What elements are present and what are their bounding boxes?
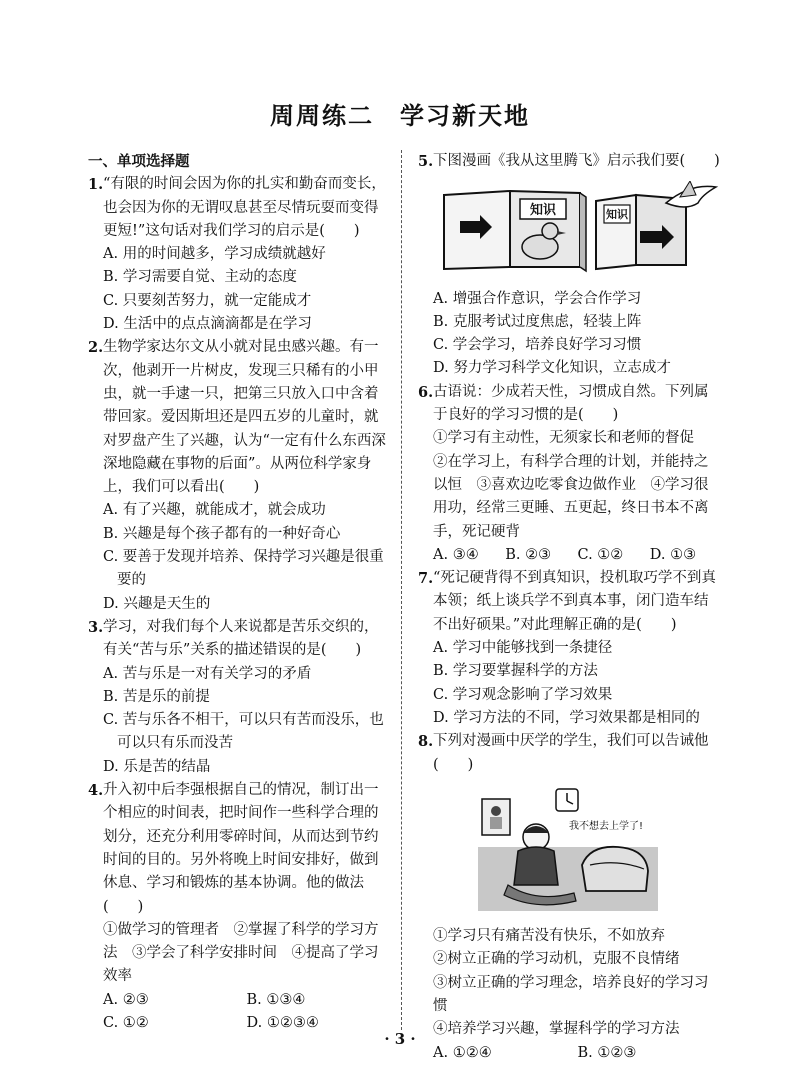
option-d[interactable]: D. 生活中的点点滴滴都是在学习 — [103, 316, 312, 333]
question-7 — [418, 567, 722, 637]
option-b[interactable]: B. 学习需要自觉、主动的态度 — [103, 269, 297, 286]
question-8 — [418, 730, 722, 777]
school-bag-icon — [582, 847, 648, 891]
right-column — [418, 150, 722, 1065]
question-number: 2. — [88, 339, 104, 357]
option-a[interactable]: A. ③④ — [433, 546, 479, 563]
question-number: 3. — [88, 618, 104, 636]
option-d[interactable]: D. ①③ — [649, 546, 697, 563]
option-c[interactable]: C. ①② — [103, 1014, 149, 1031]
question-number: 7. — [418, 570, 434, 588]
option-row — [88, 989, 390, 1012]
open-book-right-icon — [596, 195, 686, 269]
option-b[interactable]: B. 兴趣是每个孩子都有的一种好奇心 — [103, 525, 341, 542]
option-b[interactable]: B. ①③④ — [246, 991, 306, 1008]
question-number: 8. — [418, 733, 434, 751]
statement-list: ①学习有主动性，无须家长和老师的督促 ②在学习上，有科学合理的计划，并能持之以恒 ③喜欢边吃零食边做作业 ④学习很用功，经常三更睡、五更起，终日书本不离手，死记硬背 — [433, 430, 709, 540]
question-1 — [88, 173, 390, 243]
open-book-left-icon — [444, 191, 586, 271]
option-b[interactable]: B. 学习要掌握科学的方法 — [433, 663, 598, 680]
option-d[interactable]: D. 兴趣是天生的 — [103, 595, 211, 612]
column-divider — [401, 150, 402, 1030]
question-3 — [88, 616, 390, 663]
option-a[interactable]: A. 学习中能够找到一条捷径 — [433, 640, 613, 657]
left-column — [88, 150, 390, 1035]
question-2 — [88, 336, 390, 499]
option-b[interactable]: B. ②③ — [505, 546, 552, 563]
option-a[interactable]: A. 增强合作意识，学会合作学习 — [433, 290, 642, 307]
book-label: 知识 — [606, 208, 628, 222]
option-a[interactable]: A. ②③ — [103, 991, 149, 1008]
book-label: 知识 — [529, 203, 557, 219]
option-c[interactable]: C. 要善于发现并培养、保持学习兴趣是很重要的 — [103, 549, 384, 589]
option-c[interactable]: C. 学会学习，培养良好学习习惯 — [433, 337, 642, 354]
option-a[interactable]: A. 有了兴趣，就能成才，就会成功 — [103, 502, 326, 519]
comic-reluctant-student — [478, 785, 722, 919]
question-4 — [88, 779, 390, 919]
option-c[interactable]: C. ①② — [577, 546, 624, 563]
question-number: 6. — [418, 383, 434, 401]
statement-1: ①学习只有痛苦没有快乐，不如放弃 — [433, 928, 665, 945]
question-stem: 升入初中后李强根据自己的情况，制订出一个相应的时间表，把时间作一些科学合理的划分，还充分利用零碎时间，从而达到节约时间的目的。另外将晚上时间安排好，做到休息、学习和锻炼的基本协调。他的做法( ) — [103, 782, 379, 915]
option-a[interactable]: A. 用的时间越多，学习成绩就越好 — [103, 246, 326, 263]
clock-icon — [556, 789, 578, 811]
question-6 — [418, 381, 722, 428]
question-number: 1. — [88, 176, 104, 194]
question-5 — [418, 150, 722, 173]
section-heading: 一、单项选择题 — [88, 153, 190, 170]
speech-bubble-text: 我不想去上学了! — [568, 820, 644, 832]
option-d[interactable]: D. 学习方法的不同，学习效果都是相同的 — [433, 709, 700, 726]
option-b[interactable]: B. 克服考试过度焦虑，轻装上阵 — [433, 313, 642, 330]
question-stem: 古语说：少成若天性，习惯成自然。下列属于良好的学习习惯的是( ) — [433, 383, 709, 424]
question-stem: “死记硬背得不到真知识，投机取巧学不到真本领；纸上谈兵学不到真本事，闭门造车结不出好硕果。”对此理解正确的是( ) — [433, 570, 716, 633]
question-number: 5. — [418, 153, 434, 170]
option-b[interactable]: B. ①②③ — [577, 1044, 637, 1061]
option-c[interactable]: C. 只要刻苦努力，就一定能成才 — [103, 292, 312, 309]
statement-4: ④培养学习兴趣，掌握科学的学习方法 — [433, 1021, 680, 1038]
question-number: 4. — [88, 782, 104, 800]
statement-list: ①做学习的管理者 ②掌握了科学的学习方法 ③学会了科学安排时间 ④提高了学习效率 — [103, 921, 379, 985]
page-number: · 3 · — [384, 1030, 416, 1048]
option-c[interactable]: C. 学习观念影响了学习效果 — [433, 686, 613, 703]
option-d[interactable]: D. 乐是苦的结晶 — [103, 758, 211, 775]
option-c[interactable]: C. 苦与乐各不相干，可以只有苦而没乐，也可以只有乐而没苦 — [103, 712, 384, 752]
option-a[interactable]: A. ①②④ — [433, 1044, 492, 1061]
question-stem: 生物学家达尔文从小就对昆虫感兴趣。有一次，他剥开一片树皮，发现三只稀有的小甲虫，就一手逮一只，把第三只放入口中含着带回家。爱因斯坦还是四五岁的儿童时，就对罗盘产生了兴趣，认为“一定有什么东西深深地隐藏在事物的后面”。从两位科学家身上，我们可以看出( ) — [103, 339, 386, 496]
statement-3: ③树立正确的学习理念，培养良好的学习习惯 — [433, 974, 709, 1015]
question-stem: 下列对漫画中厌学的学生，我们可以告诫他( ) — [433, 733, 709, 773]
option-row — [418, 544, 722, 567]
option-d[interactable]: D. 努力学习科学文化知识，立志成才 — [433, 360, 671, 377]
question-stem: “有限的时间会因为你的扎实和勤奋而变长，也会因为你的无谓叹息甚至尽情玩耍而变得更短!”这句话对我们学习的启示是( ) — [103, 176, 386, 239]
page-title: 周周练二 学习新天地 — [270, 101, 530, 130]
option-a[interactable]: A. 苦与乐是一对有关学习的矛盾 — [103, 665, 312, 682]
option-d[interactable]: D. ①②③④ — [246, 1014, 319, 1031]
statement-2: ②树立正确的学习动机，克服不良情绪 — [433, 951, 680, 968]
question-stem: 学习，对我们每个人来说都是苦乐交织的，有关“苦与乐”关系的描述错误的是( ) — [103, 618, 379, 659]
comic-knowledge-books — [440, 181, 722, 281]
option-b[interactable]: B. 苦是乐的前提 — [103, 688, 210, 705]
question-stem: 下图漫画《我从这里腾飞》启示我们要( ) — [433, 153, 720, 169]
